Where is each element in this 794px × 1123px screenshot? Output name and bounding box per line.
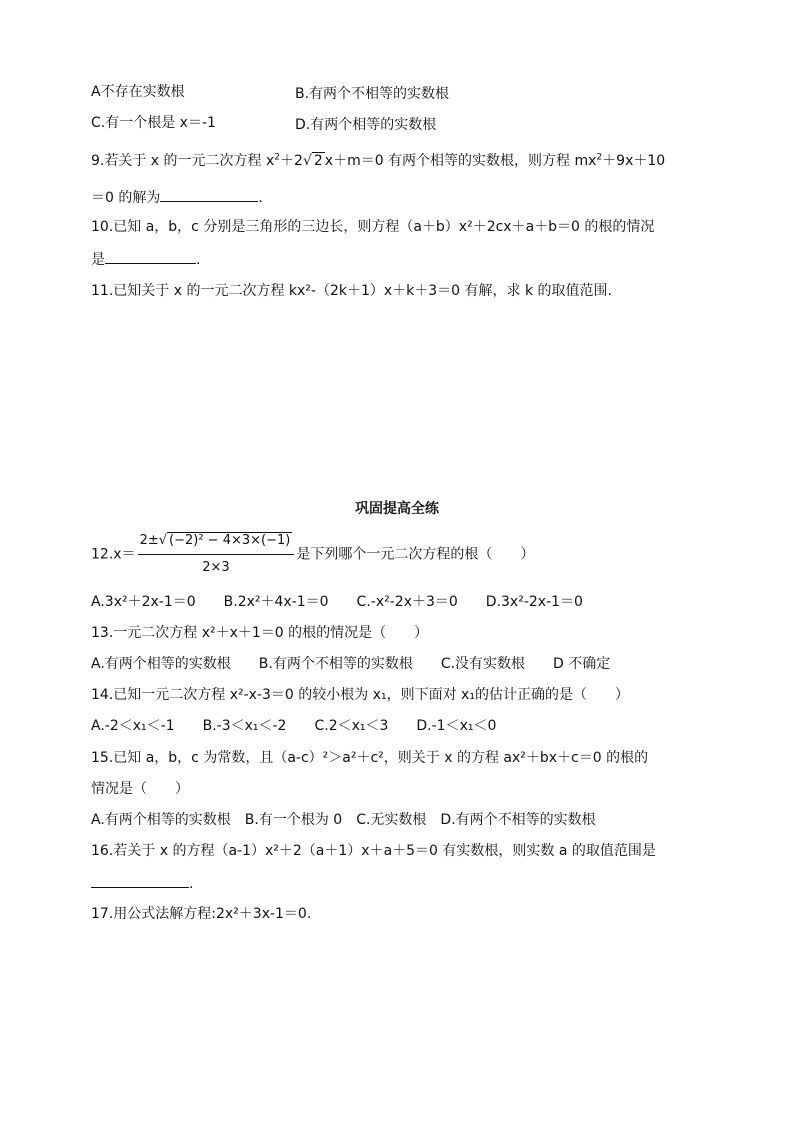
q8-option-a: A不存在实数根	[91, 84, 185, 100]
q9-radicand: 2	[313, 153, 323, 169]
q16-line-2	[91, 873, 193, 893]
q16-line-1: 16.若关于 x 的方程（a-1）x²＋2（a＋1）x＋a＋5＝0 有实数根，则实数 a 的取值范围是	[91, 843, 656, 859]
q9-text-3: x＋m＝0 有两个相等的实数根，则方程 mx	[324, 153, 597, 169]
q9-answer-blank[interactable]	[160, 187, 258, 202]
q12-options: A.3x²＋2x-1＝0 B.2x²＋4x-1＝0 C.-x²-2x＋3＝0 D.3x²-2x-1＝0	[91, 594, 583, 610]
q9-sqrt: √ 2	[302, 153, 323, 169]
q12-denominator: 2×3	[202, 560, 230, 575]
q9-line-2	[91, 187, 263, 207]
q13-options: A.有两个相等的实数根 B.有两个不相等的实数根 C.没有实数根 D 不确定	[91, 656, 611, 672]
q9-sup-1: 2	[274, 152, 281, 163]
q12-num-pre: 2±	[139, 533, 159, 548]
q15-options: A.有两个相等的实数根 B.有一个根为 0 C.无实数根 D.有两个不相等的实数根	[91, 812, 596, 828]
q11-stem: 11.已知关于 x 的一元二次方程 kx²-（2k＋1）x＋k＋3＝0 有解，求 k 的取值范围.	[91, 283, 612, 299]
q15-line-1: 15.已知 a，b，c 为常数，且（a-c）²＞a²＋c²，则关于 x 的方程 ax²＋bx＋c＝0 的根的	[91, 750, 649, 766]
q10-line2-text: 是	[91, 252, 105, 268]
q15-line-2: 情况是（ ）	[91, 781, 189, 797]
q16-answer-blank[interactable]	[91, 873, 189, 888]
q12-radicand: (−2)² − 4×3×(−1)	[169, 533, 291, 548]
q12-stem	[91, 530, 534, 579]
q9-end: .	[258, 190, 263, 206]
q14-options: A.-2＜x₁＜-1 B.-3＜x₁＜-2 C.2＜x₁＜3 D.-1＜x₁＜0	[91, 718, 497, 734]
q9-stem	[91, 152, 665, 170]
q13-stem: 13.一元二次方程 x²＋x＋1＝0 的根的情况是（ ）	[91, 625, 429, 641]
q12-suffix: 是下列哪个一元二次方程的根（ ）	[296, 546, 535, 563]
q8-option-d: D.有两个相等的实数根	[295, 117, 437, 133]
q8-option-c: C.有一个根是 x＝-1	[91, 115, 216, 131]
q10-end: .	[196, 252, 201, 268]
q12-prefix: 12.x＝	[91, 546, 136, 563]
q17-stem: 17.用公式法解方程:2x²＋3x-1＝0.	[91, 906, 312, 922]
q16-end: .	[189, 876, 194, 892]
q12-numerator	[138, 530, 295, 555]
q10-answer-blank[interactable]	[105, 249, 196, 264]
q9-text-1: 9.若关于 x 的一元二次方程 x	[91, 153, 275, 169]
q12-sqrt: √ (−2)² − 4×3×(−1)	[158, 533, 291, 548]
q10-line-2	[91, 249, 200, 269]
q14-stem: 14.已知一元二次方程 x²-x-3＝0 的较小根为 x₁，则下面对 x₁的估计正确的是（ ）	[91, 687, 629, 703]
q12-fraction	[138, 530, 295, 579]
q9-sup-2: 2	[596, 152, 603, 163]
section-heading: 巩固提高全练	[355, 501, 439, 517]
q9-text-4: ＋9x＋10	[602, 153, 666, 169]
q9-text-2: ＋2	[280, 153, 303, 169]
q10-line-1: 10.已知 a，b，c 分别是三角形的三边长，则方程（a＋b）x²＋2cx＋a＋b＝0 的根的情况	[91, 219, 655, 235]
q9-line2-text: ＝0 的解为	[91, 190, 161, 206]
q8-option-b: B.有两个不相等的实数根	[295, 86, 450, 102]
